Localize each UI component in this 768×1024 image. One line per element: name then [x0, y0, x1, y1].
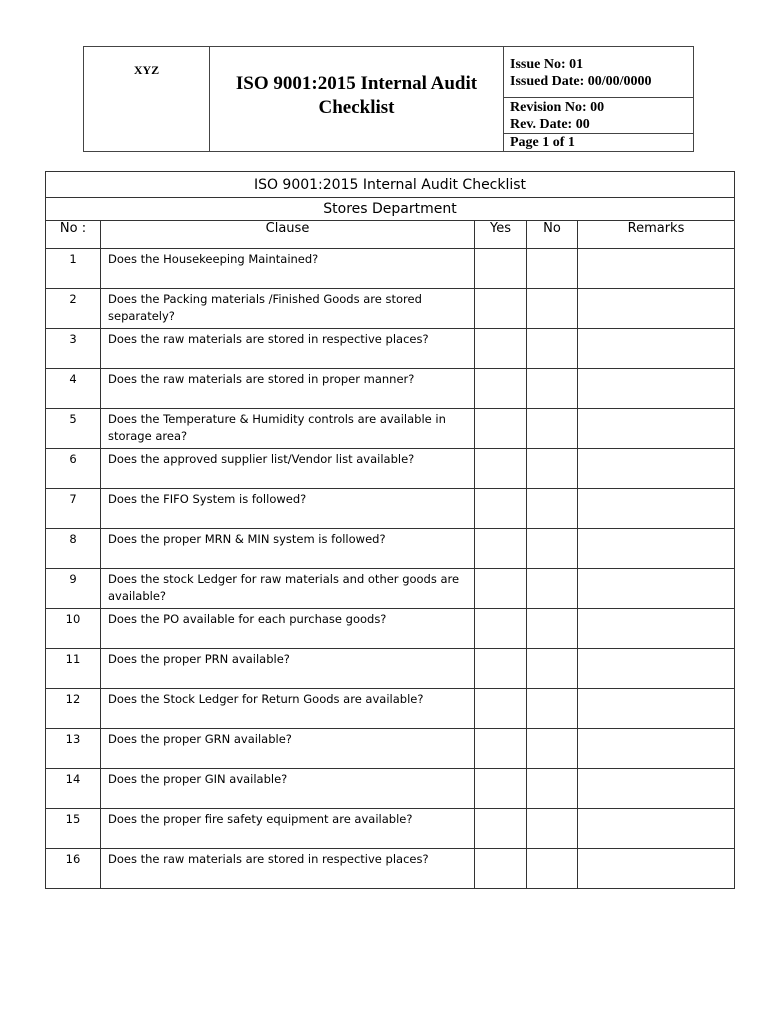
remarks-cell[interactable]: [578, 489, 735, 529]
remarks-cell[interactable]: [578, 449, 735, 489]
row-number: 12: [46, 689, 101, 729]
table-row: [46, 249, 735, 289]
page-number: Page 1 of 1: [510, 135, 575, 150]
yes-cell[interactable]: [475, 289, 527, 329]
department-title: Stores Department: [46, 198, 735, 221]
yes-cell[interactable]: [475, 609, 527, 649]
remarks-cell[interactable]: [578, 729, 735, 769]
remarks-cell[interactable]: [578, 409, 735, 449]
row-number: 9: [46, 569, 101, 609]
row-number: 13: [46, 729, 101, 769]
table-row: [46, 489, 735, 529]
no-cell[interactable]: [527, 329, 578, 369]
table-row: [46, 569, 735, 609]
column-header-clause: Clause: [101, 221, 475, 249]
table-row: [46, 449, 735, 489]
yes-cell[interactable]: [475, 689, 527, 729]
yes-cell[interactable]: [475, 329, 527, 369]
row-number: 16: [46, 849, 101, 889]
column-header-no-answer: No: [527, 221, 578, 249]
table-row: [46, 689, 735, 729]
table-title: ISO 9001:2015 Internal Audit Checklist: [46, 172, 735, 198]
table-row: [46, 289, 735, 329]
table-row: [46, 649, 735, 689]
table-row: [46, 769, 735, 809]
table-row: [46, 729, 735, 769]
no-cell[interactable]: [527, 569, 578, 609]
column-header-remarks: Remarks: [578, 221, 735, 249]
row-clause: Does the raw materials are stored in respective places?: [101, 329, 475, 369]
no-cell[interactable]: [527, 649, 578, 689]
yes-cell[interactable]: [475, 769, 527, 809]
row-number: 7: [46, 489, 101, 529]
remarks-cell[interactable]: [578, 529, 735, 569]
row-number: 10: [46, 609, 101, 649]
row-clause: Does the Stock Ledger for Return Goods are available?: [101, 689, 475, 729]
row-clause: Does the proper GRN available?: [101, 729, 475, 769]
table-row: [46, 609, 735, 649]
yes-cell[interactable]: [475, 369, 527, 409]
issue-no: Issue No: 01: [510, 57, 584, 72]
document-title-line2: Checklist: [318, 97, 395, 118]
row-number: 6: [46, 449, 101, 489]
yes-cell[interactable]: [475, 449, 527, 489]
yes-cell[interactable]: [475, 249, 527, 289]
yes-cell[interactable]: [475, 729, 527, 769]
row-number: 8: [46, 529, 101, 569]
no-cell[interactable]: [527, 809, 578, 849]
row-number: 11: [46, 649, 101, 689]
remarks-cell[interactable]: [578, 689, 735, 729]
no-cell[interactable]: [527, 489, 578, 529]
rev-date: Rev. Date: 00: [510, 117, 590, 132]
company-name: XYZ: [84, 47, 210, 151]
issued-date: Issued Date: 00/00/0000: [510, 74, 652, 89]
row-clause: Does the Housekeeping Maintained?: [101, 249, 475, 289]
row-clause: Does the raw materials are stored in proper manner?: [101, 369, 475, 409]
yes-cell[interactable]: [475, 569, 527, 609]
yes-cell[interactable]: [475, 649, 527, 689]
row-clause: Does the stock Ledger for raw materials and other goods are available?: [101, 569, 475, 609]
remarks-cell[interactable]: [578, 769, 735, 809]
yes-cell[interactable]: [475, 529, 527, 569]
document-header: [83, 46, 694, 152]
row-clause: Does the proper MRN & MIN system is followed?: [101, 529, 475, 569]
table-row: [46, 529, 735, 569]
row-clause: Does the proper GIN available?: [101, 769, 475, 809]
remarks-cell[interactable]: [578, 249, 735, 289]
no-cell[interactable]: [527, 249, 578, 289]
table-row: [46, 849, 735, 889]
row-clause: Does the Packing materials /Finished Goods are stored separately?: [101, 289, 475, 329]
no-cell[interactable]: [527, 409, 578, 449]
no-cell[interactable]: [527, 729, 578, 769]
remarks-cell[interactable]: [578, 569, 735, 609]
revision-info: [504, 98, 693, 134]
no-cell[interactable]: [527, 529, 578, 569]
issue-info: [504, 47, 693, 98]
table-row: [46, 369, 735, 409]
row-number: 1: [46, 249, 101, 289]
no-cell[interactable]: [527, 609, 578, 649]
row-number: 4: [46, 369, 101, 409]
remarks-cell[interactable]: [578, 649, 735, 689]
remarks-cell[interactable]: [578, 369, 735, 409]
document-meta: [504, 47, 693, 151]
yes-cell[interactable]: [475, 849, 527, 889]
document-title: [210, 47, 504, 151]
yes-cell[interactable]: [475, 809, 527, 849]
remarks-cell[interactable]: [578, 289, 735, 329]
row-clause: Does the raw materials are stored in respective places?: [101, 849, 475, 889]
revision-no: Revision No: 00: [510, 100, 605, 115]
yes-cell[interactable]: [475, 409, 527, 449]
no-cell[interactable]: [527, 689, 578, 729]
audit-checklist-table: [45, 171, 735, 889]
row-clause: Does the proper PRN available?: [101, 649, 475, 689]
remarks-cell[interactable]: [578, 809, 735, 849]
column-header-no: No :: [46, 221, 101, 249]
remarks-cell[interactable]: [578, 609, 735, 649]
table-row: [46, 809, 735, 849]
no-cell[interactable]: [527, 769, 578, 809]
no-cell[interactable]: [527, 449, 578, 489]
row-number: 14: [46, 769, 101, 809]
document-title-line1: ISO 9001:2015 Internal Audit: [235, 73, 478, 94]
table-row: [46, 409, 735, 449]
row-clause: Does the proper fire safety equipment are available?: [101, 809, 475, 849]
row-number: 15: [46, 809, 101, 849]
remarks-cell[interactable]: [578, 849, 735, 889]
remarks-cell[interactable]: [578, 329, 735, 369]
no-cell[interactable]: [527, 369, 578, 409]
row-clause: Does the FIFO System is followed?: [101, 489, 475, 529]
no-cell[interactable]: [527, 849, 578, 889]
row-number: 2: [46, 289, 101, 329]
row-number: 5: [46, 409, 101, 449]
row-number: 3: [46, 329, 101, 369]
no-cell[interactable]: [527, 289, 578, 329]
row-clause: Does the approved supplier list/Vendor list available?: [101, 449, 475, 489]
table-row: [46, 329, 735, 369]
column-header-yes: Yes: [475, 221, 527, 249]
yes-cell[interactable]: [475, 489, 527, 529]
row-clause: Does the Temperature & Humidity controls are available in storage area?: [101, 409, 475, 449]
row-clause: Does the PO available for each purchase goods?: [101, 609, 475, 649]
